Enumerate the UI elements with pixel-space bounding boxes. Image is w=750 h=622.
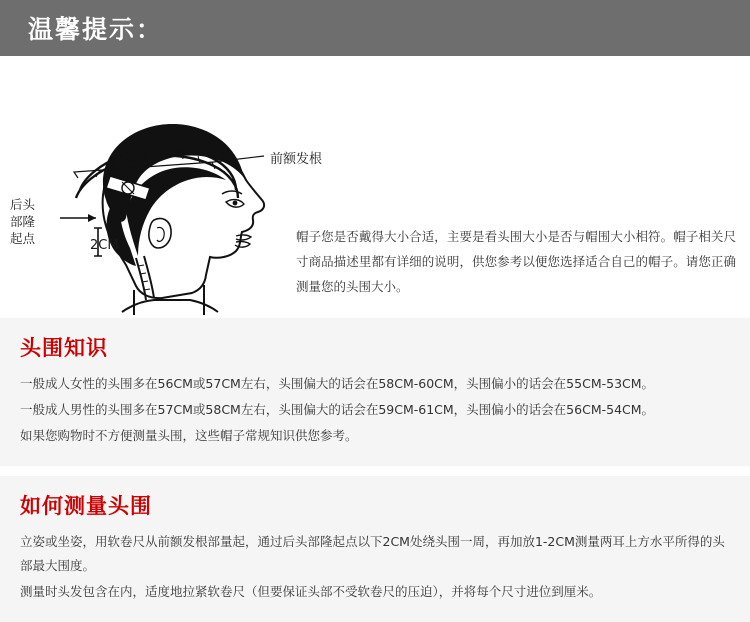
section-line: 测量时头发包含在内，适度地拉紧软卷尺（但要保证头部不受软卷尺的压迫），并将每个尺寸进位到厘米。 [20, 584, 602, 599]
section-head-size-knowledge [0, 318, 750, 466]
section-line: 立姿或坐姿，用软卷尺从前额发根部量起，通过后头部隆起点以下2CM处绕头围一周，再加放1-2CM测量两耳上方水平所得的头部最大围度。 [20, 534, 725, 573]
section-line: 一般成人女性的头围多在56CM或57CM左右，头围偏大的话会在58CM-60CM，头围偏小的话会在55CM-53CM。 [20, 376, 655, 391]
section-how-to-measure [0, 476, 750, 622]
intro-paragraph: 帽子您是否戴得大小合适，主要是看头围大小是否与帽围大小相符。帽子相关尺寸商品描述里都有详细的说明，供您参考以便您选择适合自己的帽子。请您正确测量您的头围大小。 [296, 228, 736, 294]
section-line: 如果您购物时不方便测量头围，这些帽子常规知识供您参考。 [20, 428, 358, 443]
header-band [0, 0, 750, 56]
page-title: 温馨提示： [28, 15, 164, 44]
back-head-label: 后头部隆起点 [10, 197, 36, 246]
measure-offset-label: 2CM [90, 238, 119, 253]
front-hairline-label: 前额发根 [270, 152, 323, 167]
illustration-block [0, 56, 750, 318]
section-line: 一般成人男性的头围多在57CM或58CM左右，头围偏大的话会在59CM-61CM，头围偏小的话会在56CM-54CM。 [20, 402, 655, 417]
head-measurement-diagram [14, 60, 304, 315]
section-title: 头围知识 [20, 336, 108, 360]
section-title: 如何测量头围 [20, 494, 152, 518]
